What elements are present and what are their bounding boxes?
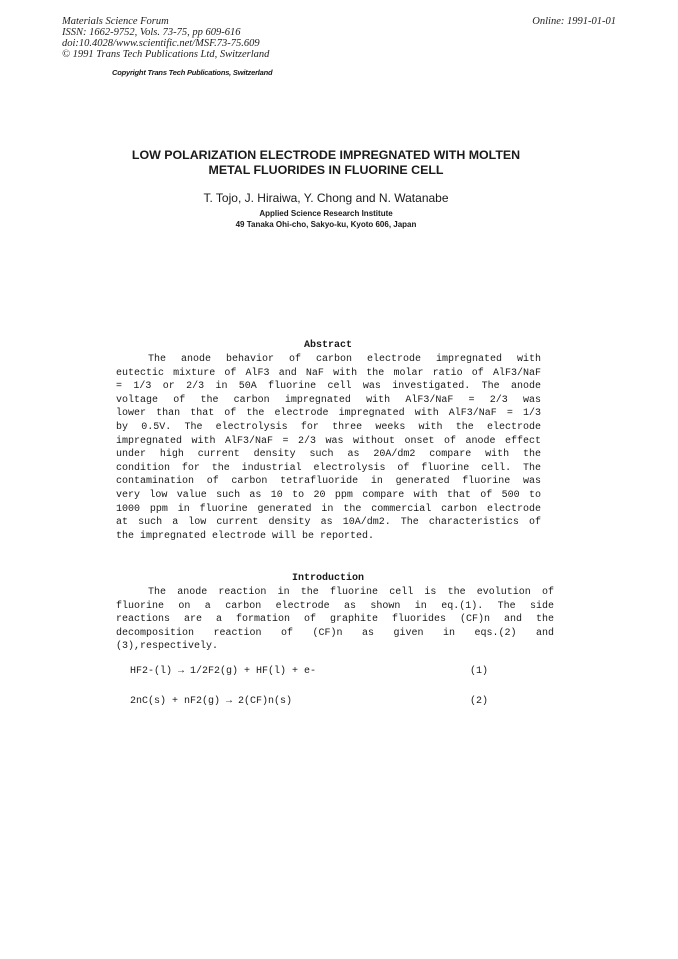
intro-line: reactions are a formation of graphite fluorides (CF)n and the: [116, 614, 554, 626]
affiliation-institute: Applied Science Research Institute: [259, 209, 393, 218]
paper-title: [100, 148, 552, 178]
online-date: Online: 1991-01-01: [532, 16, 616, 27]
abstract-line: condition for the industrial electrolysis of fluorine cell. The: [116, 462, 541, 474]
introduction-heading: Introduction: [291, 573, 364, 584]
abstract-line: lower than that of the electrode impregnated with AlF3/NaF = 1/3: [116, 408, 541, 420]
intro-line: decomposition reaction of (CF)n as given in eqs.(2) and: [116, 627, 554, 639]
equation-2: 2nC(s) + nF2(g) → 2(CF)n(s): [130, 696, 293, 707]
equation-1-number: (1): [470, 666, 489, 677]
title-line-2: METAL FLUORIDES IN FLUORINE CELL: [208, 163, 444, 177]
affiliation-address: 49 Tanaka Ohi-cho, Sakyo-ku, Kyoto 606, Japan: [235, 220, 417, 229]
equation-1: HF2-(l) → 1/2F2(g) + HF(l) + e-: [130, 666, 317, 677]
introduction-body: [116, 586, 554, 654]
abstract-line: The anode behavior of carbon electrode impregnated with: [148, 354, 541, 365]
intro-line: (3),respectively.: [116, 641, 219, 653]
journal-name: Materials Science Forum: [62, 16, 169, 27]
abstract-heading: Abstract: [303, 340, 352, 351]
abstract-line: contamination of carbon tetrafluoride in generated fluorine was: [116, 476, 541, 488]
journal-info: [62, 16, 269, 60]
publisher-line: © 1991 Trans Tech Publications Ltd, Switzerland: [62, 49, 270, 60]
abstract-line: impregnated with AlF3/NaF = 2/3 was without onset of anode effect: [116, 435, 541, 447]
abstract-line: by 0.5V. The electrolysis for three weeks with the electrode: [116, 421, 541, 433]
doi-line: doi:10.4028/www.scientific.net/MSF.73-75.609: [62, 38, 260, 49]
abstract-line: the impregnated electrode will be reported.: [116, 530, 375, 542]
copyright-notice: Copyright Trans Tech Publications, Switzerland: [112, 68, 273, 77]
title-line-1: LOW POLARIZATION ELECTRODE IMPREGNATED WITH MOLTEN: [131, 148, 521, 162]
abstract-line: = 1/3 or 2/3 in 50A fluorine cell was investigated. The anode: [116, 381, 541, 393]
intro-line: The anode reaction in the fluorine cell is the evolution of: [148, 587, 554, 598]
abstract-line: under high current density such as 20A/dm2 compare with the: [116, 449, 541, 461]
abstract-body: [116, 353, 541, 543]
intro-line: fluorine on a carbon electrode as shown in eq.(1). The side: [116, 600, 554, 612]
abstract-line: very low value such as 10 to 20 ppm compare with that of 500 to: [116, 489, 541, 501]
equation-2-number: (2): [470, 696, 489, 707]
abstract-line: at such a low current density as 10A/dm2. The characteristics of: [116, 517, 541, 529]
authors: T. Tojo, J. Hiraiwa, Y. Chong and N. Watanabe: [203, 191, 449, 205]
abstract-line: eutectic mixture of AlF3 and NaF with the molar ratio of AlF3/NaF: [116, 367, 541, 379]
issn-line: ISSN: 1662-9752, Vols. 73-75, pp 609-616: [62, 27, 241, 38]
abstract-line: voltage of the carbon impregnated with AlF3/NaF = 2/3 was: [116, 394, 541, 406]
abstract-line: 1000 ppm in fluorine generated in the commercial carbon electrode: [116, 503, 541, 515]
